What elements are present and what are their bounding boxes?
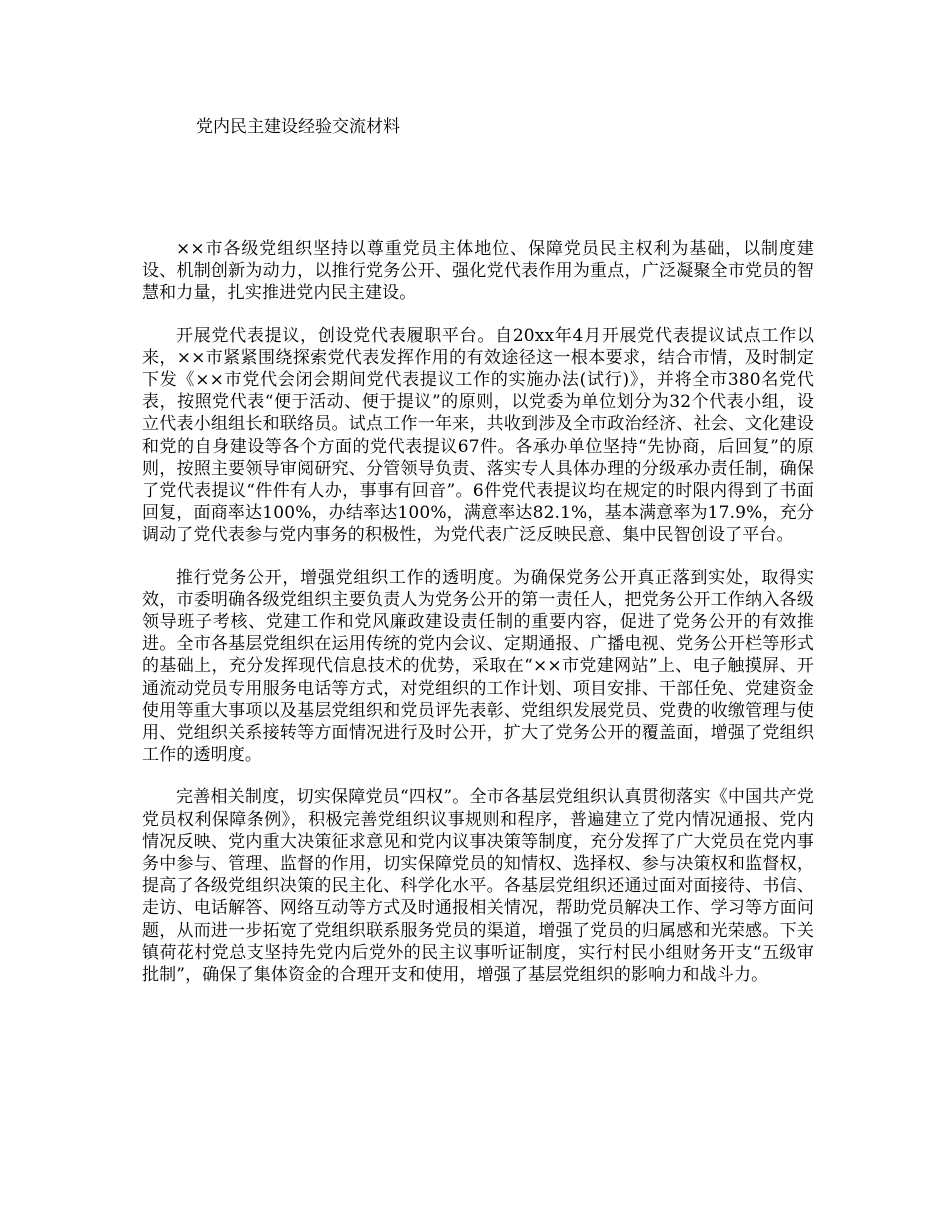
paragraph-intro: ××市各级党组织坚持以尊重党员主体地位、保障党员民主权利为基础，以制度建设、机制创新为动力，以推行党务公开、强化党代表作用为重点，广泛凝聚全市党员的智慧和力量，扎实推进党内民主建设。 (142, 239, 814, 304)
paragraph-party-representative-proposals: 开展党代表提议，创设党代表履职平台。自20xx年4月开展党代表提议试点工作以来，××市紧紧围绕探索党代表发挥作用的有效途径这一根本要求，结合市情，及时制定下发《××市党代会闭会期间党代表提议工作的实施办法(试行)》，并将全市380名党代表，按照党代表“便于活动、便于提议”的原则，以党委为单位划分为32个代表小组，设立代表小组组长和联络员。试点工作一年来，共收到涉及全市政治经济、社会、文化建设和党的自身建设等各个方面的党代表提议67件。各承办单位坚持“先协商，后回复”的原则，按照主要领导审阅研究、分管领导负责、落实专人具体办理的分级承办责任制，确保了党代表提议“件件有人办，事事有回音”。6件党代表提议均在规定的时限内得到了书面回复，面商率达100%，办结率达100%，满意率达82.1%，基本满意率为17.9%，充分调动了党代表参与党内事务的积极性，为党代表广泛反映民意、集中民智创设了平台。 (142, 325, 814, 546)
paragraph-party-affairs-openness: 推行党务公开，增强党组织工作的透明度。为确保党务公开真正落到实处，取得实效，市委明确各级党组织主要负责人为党务公开的第一责任人，把党务公开工作纳入各级领导班子考核、党建工作和党风廉政建设责任制的重要内容，促进了党务公开的有效推进。全市各基层党组织在运用传统的党内会议、定期通报、广播电视、党务公开栏等形式的基础上，充分发挥现代信息技术的优势，采取在“××市党建网站”上、电子触摸屏、开通流动党员专用服务电话等方式，对党组织的工作计划、项目安排、干部任免、党建资金使用等重大事项以及基层党组织和党员评先表彰、党组织发展党员、党费的收缴管理与使用、党组织关系接转等方面情况进行及时公开，扩大了党务公开的覆盖面，增强了党组织工作的透明度。 (142, 567, 814, 766)
document-title: 党内民主建设经验交流材料 (196, 117, 400, 137)
document-body (142, 238, 814, 1006)
paragraph-member-rights-system: 完善相关制度，切实保障党员“四权”。全市各基层党组织认真贯彻落实《中国共产党党员权利保障条例》，积极完善党组织议事规则和程序，普遍建立了党内情况通报、党内情况反映、党内重大决策征求意见和党内议事决策等制度，充分发挥了广大党员在党内事务中参与、管理、监督的作用，切实保障党员的知情权、选择权、参与决策权和监督权，提高了各级党组织决策的民主化、科学化水平。各基层党组织还通过面对面接待、书信、走访、电话解答、网络互动等方式及时通报相关情况，帮助党员解决工作、学习等方面问题，从而进一步拓宽了党组织联系服务党员的渠道，增强了党员的归属感和光荣感。下关镇荷花村党总支坚持先党内后党外的民主议事听证制度，实行村民小组财务开支“五级审批制”，确保了集体资金的合理开支和使用，增强了基层党组织的影响力和战斗力。 (142, 787, 814, 986)
